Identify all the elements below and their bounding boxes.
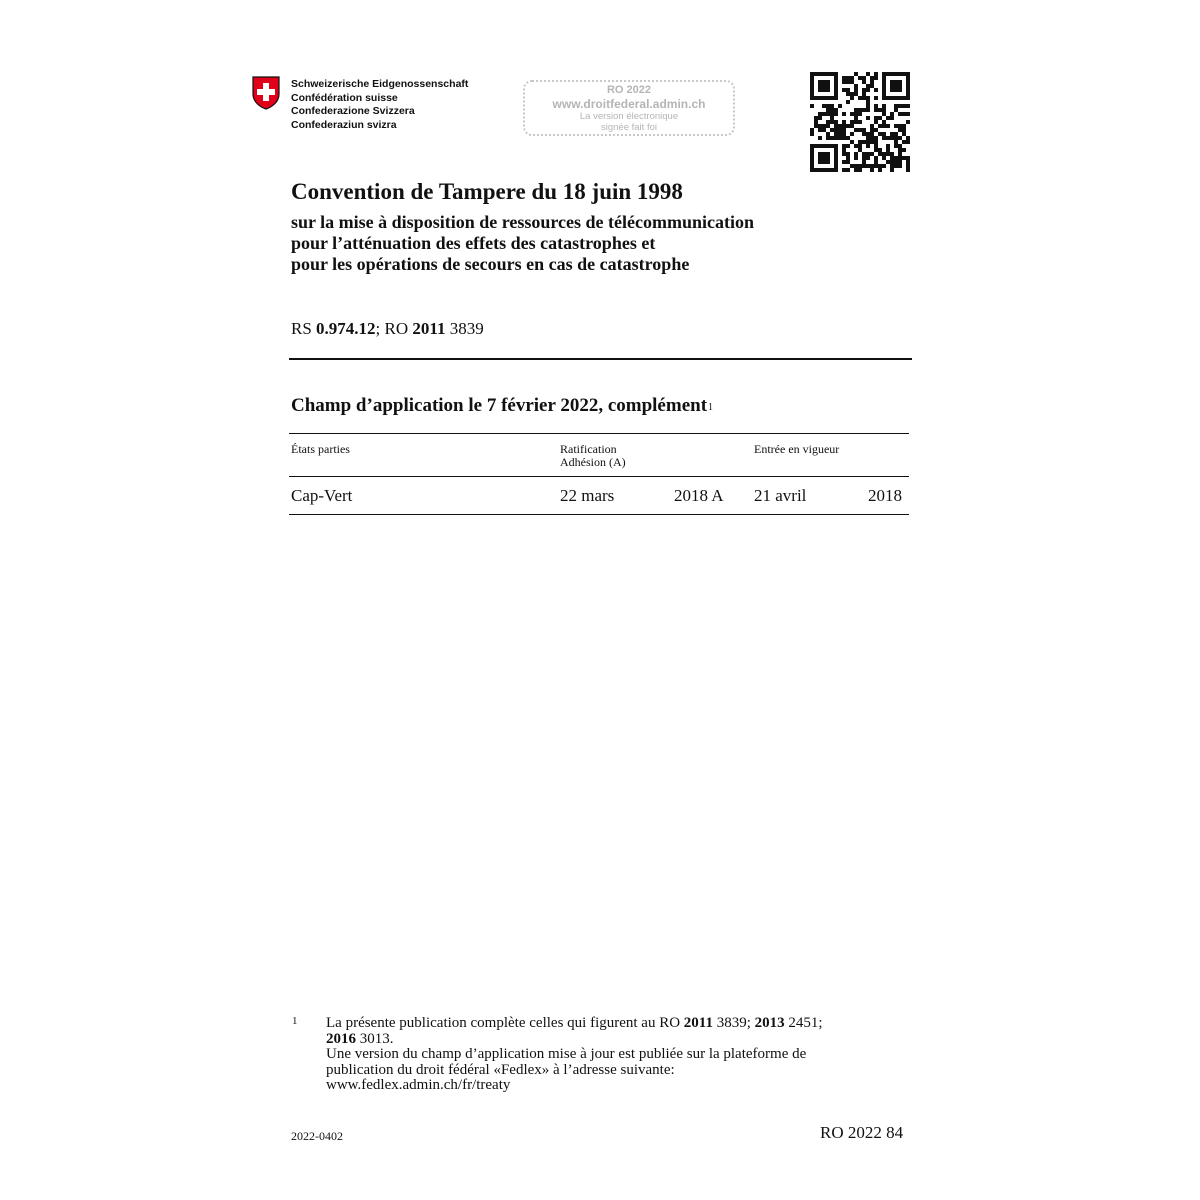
rs-number: 0.974.12 [316, 319, 376, 338]
ro-page: 3839 [445, 319, 484, 338]
cell-entry-year: 2018 [868, 486, 902, 505]
header-ratification-line1: Ratification [560, 442, 617, 456]
agency-name [291, 78, 468, 132]
cell-entry-date: 21 avril [754, 486, 807, 505]
rs-prefix: RS [291, 319, 317, 338]
header-states: États parties [291, 442, 350, 456]
ref-separator: ; RO [375, 319, 413, 338]
reference-numbers [291, 318, 484, 340]
ro-reference: RO 2022 84 [820, 1123, 904, 1142]
document-subtitle [291, 212, 754, 275]
footnote-number: 1 [292, 1015, 298, 1027]
document-title: Convention de Tampere du 18 juin 1998 [291, 179, 683, 204]
agency-line-rm: Confederaziun svizra [291, 118, 397, 131]
header-ratification-line2: Adhésion (A) [560, 455, 626, 469]
fn-l2-a: 2016 [326, 1030, 356, 1047]
fn-l1-b: 2011 [683, 1015, 713, 1031]
fn-l1-e: 2451; [784, 1015, 823, 1031]
table-bottom-rule [289, 514, 909, 515]
cell-state: Cap-Vert [291, 486, 353, 505]
header-divider [289, 358, 912, 360]
fn-l2-b: 3013. [356, 1030, 394, 1047]
qr-code-icon [810, 72, 910, 172]
stamp-line-1: RO 2022 [606, 84, 652, 96]
ro-year: 2011 [412, 319, 446, 338]
agency-line-it: Confederazione Svizzera [291, 105, 415, 117]
agency-line-de: Schweizerische Eidgenossenschaft [291, 78, 469, 90]
footnote-ref: 1 [708, 402, 714, 413]
subtitle-line-1: sur la mise à disposition de ressources de télécommunication [291, 212, 754, 232]
subtitle-line-2: pour l’atténuation des effets des catastrophes et [291, 233, 656, 253]
cell-ratification-year: 2018 A [674, 486, 724, 505]
stamp-line-2: www.droitfederal.admin.ch [552, 97, 706, 111]
footnote-text [326, 1016, 823, 1094]
swiss-cross-icon [251, 76, 281, 110]
section-title [291, 394, 713, 418]
fn-l1-c: 3839; [712, 1015, 755, 1031]
stamp-line-4: signée fait foi [601, 122, 657, 133]
footnote-line-4: publication du droit fédéral «Fedlex» à l’adresse suivante: [326, 1061, 675, 1078]
agency-line-fr: Confédération suisse [291, 91, 398, 104]
signature-stamp [523, 80, 735, 136]
section-title-text: Champ d’application le 7 février 2022, complément [291, 395, 708, 416]
table-top-rule [289, 433, 909, 434]
footnote-line-3: Une version du champ d’application mise à jour est publiée sur la plateforme de [326, 1046, 807, 1062]
footnote-line-1 [326, 1016, 823, 1032]
footnote-line-2 [326, 1032, 823, 1048]
document-code: 2022-0402 [291, 1129, 343, 1143]
footnote-link: www.fedlex.admin.ch/fr/treaty [326, 1077, 511, 1093]
table-header-rule [289, 476, 909, 477]
header-ratification [560, 443, 626, 469]
subtitle-line-3: pour les opérations de secours en cas de catastrophe [291, 254, 690, 274]
stamp-line-3: La version électronique [579, 111, 679, 122]
header-entry: Entrée en vigueur [754, 442, 840, 456]
cell-ratification-date: 22 mars [560, 486, 615, 505]
fn-l1-d: 2013 [754, 1015, 785, 1031]
fn-l1-a: La présente publication complète celles qui figurent au RO [326, 1015, 684, 1031]
